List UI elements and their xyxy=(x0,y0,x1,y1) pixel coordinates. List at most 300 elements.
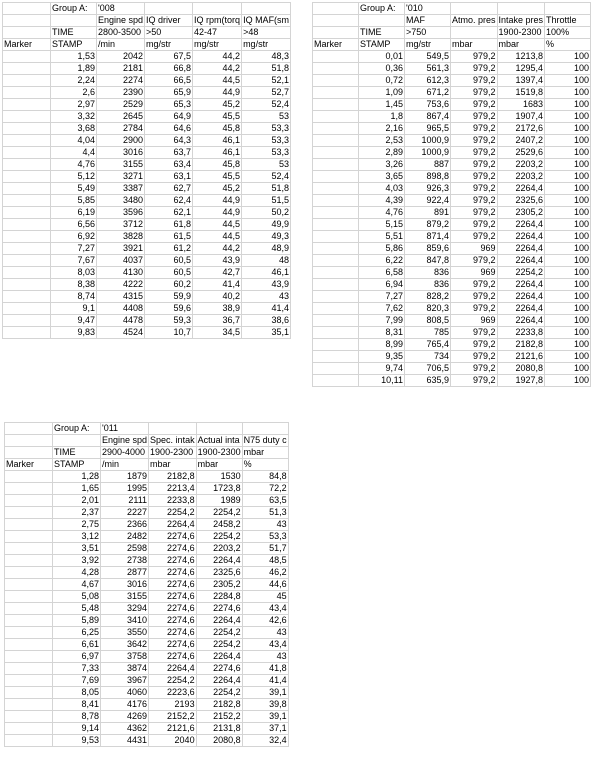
table-cell[interactable]: 2080,8 xyxy=(196,735,242,747)
table-cell[interactable]: 2,53 xyxy=(359,135,405,147)
table-cell[interactable]: 38,6 xyxy=(242,315,291,327)
table-cell[interactable]: 66,8 xyxy=(145,63,193,75)
table-cell[interactable]: 3550 xyxy=(101,627,149,639)
header-cell[interactable]: 2800-3500 xyxy=(97,27,145,39)
table-cell[interactable]: 53,3 xyxy=(242,135,291,147)
table-cell[interactable]: 979,2 xyxy=(451,351,498,363)
table-cell[interactable]: 2264,4 xyxy=(497,243,545,255)
table-cell[interactable]: 6,22 xyxy=(359,255,405,267)
table-cell[interactable]: 2254,2 xyxy=(196,687,242,699)
table-cell[interactable]: 65,9 xyxy=(145,87,193,99)
table-cell[interactable] xyxy=(5,687,53,699)
table-cell[interactable]: 979,2 xyxy=(451,375,498,387)
table-cell[interactable]: 979,2 xyxy=(451,291,498,303)
header-cell[interactable]: mg/str xyxy=(145,39,193,51)
table-cell[interactable]: 6,25 xyxy=(53,627,101,639)
table-cell[interactable]: 4315 xyxy=(97,291,145,303)
table-cell[interactable]: 3410 xyxy=(101,615,149,627)
header-cell[interactable]: mbar xyxy=(149,459,197,471)
table-cell[interactable]: 765,4 xyxy=(405,339,451,351)
header-cell[interactable] xyxy=(313,15,359,27)
table-cell[interactable]: 44,9 xyxy=(193,207,242,219)
table-cell[interactable]: 2111 xyxy=(101,495,149,507)
table-cell[interactable]: 2784 xyxy=(97,123,145,135)
table-cell[interactable]: 4,39 xyxy=(359,195,405,207)
table-cell[interactable] xyxy=(5,495,53,507)
table-cell[interactable]: 3,32 xyxy=(51,111,97,123)
table-cell[interactable]: 3642 xyxy=(101,639,149,651)
table-cell[interactable] xyxy=(3,147,51,159)
table-cell[interactable]: 5,86 xyxy=(359,243,405,255)
table-cell[interactable]: 4,4 xyxy=(51,147,97,159)
table-cell[interactable]: 41,4 xyxy=(242,675,288,687)
header-cell[interactable] xyxy=(193,3,242,15)
table-cell[interactable]: 44,2 xyxy=(193,243,242,255)
table-cell[interactable]: 2274,6 xyxy=(149,639,197,651)
table-cell[interactable]: 8,38 xyxy=(51,279,97,291)
table-cell[interactable] xyxy=(313,63,359,75)
table-cell[interactable] xyxy=(3,195,51,207)
table-cell[interactable] xyxy=(313,123,359,135)
table-cell[interactable] xyxy=(3,255,51,267)
table-cell[interactable] xyxy=(3,303,51,315)
table-cell[interactable]: 51,8 xyxy=(242,183,291,195)
table-cell[interactable]: 100 xyxy=(545,231,591,243)
table-cell[interactable]: 1,53 xyxy=(51,51,97,63)
table-cell[interactable]: 2131,8 xyxy=(196,723,242,735)
table-cell[interactable]: 59,6 xyxy=(145,303,193,315)
table-cell[interactable]: 100 xyxy=(545,279,591,291)
table-cell[interactable]: 867,4 xyxy=(405,111,451,123)
table-cell[interactable]: 50,2 xyxy=(242,207,291,219)
table-cell[interactable]: 2264,4 xyxy=(497,315,545,327)
table-cell[interactable]: 969 xyxy=(451,243,498,255)
table-cell[interactable]: 2121,6 xyxy=(149,723,197,735)
table-cell[interactable]: 2274,6 xyxy=(149,531,197,543)
header-cell[interactable]: TIME xyxy=(53,447,101,459)
table-cell[interactable] xyxy=(5,543,53,555)
table-cell[interactable]: 922,4 xyxy=(405,195,451,207)
table-cell[interactable]: 6,58 xyxy=(359,267,405,279)
table-cell[interactable]: 51,8 xyxy=(242,63,291,75)
table-cell[interactable] xyxy=(3,171,51,183)
table-cell[interactable]: 46,1 xyxy=(193,135,242,147)
table-cell[interactable] xyxy=(5,675,53,687)
table-cell[interactable]: 4362 xyxy=(101,723,149,735)
table-cell[interactable]: 2,97 xyxy=(51,99,97,111)
table-cell[interactable] xyxy=(5,699,53,711)
header-cell[interactable]: IQ MAF(sm xyxy=(243,15,290,25)
table-cell[interactable]: 59,3 xyxy=(145,315,193,327)
table-cell[interactable]: 49,3 xyxy=(242,231,291,243)
table-cell[interactable]: 7,27 xyxy=(51,243,97,255)
table-cell[interactable]: 100 xyxy=(545,303,591,315)
table-cell[interactable]: 1000,9 xyxy=(405,135,451,147)
table-cell[interactable]: 2264,4 xyxy=(196,675,242,687)
table-cell[interactable]: 100 xyxy=(545,99,591,111)
table-cell[interactable]: 979,2 xyxy=(451,207,498,219)
table-cell[interactable]: 635,9 xyxy=(405,375,451,387)
table-cell[interactable]: 3387 xyxy=(97,183,145,195)
table-cell[interactable]: 2,37 xyxy=(53,507,101,519)
table-cell[interactable]: 2274 xyxy=(97,75,145,87)
table-cell[interactable]: 2172,6 xyxy=(497,123,545,135)
table-cell[interactable]: 100 xyxy=(545,147,591,159)
table-cell[interactable]: 979,2 xyxy=(451,195,498,207)
table-cell[interactable]: 979,2 xyxy=(451,219,498,231)
table-cell[interactable]: 44,2 xyxy=(193,63,242,75)
table-cell[interactable]: 51,3 xyxy=(242,507,288,519)
table-cell[interactable]: 2274,6 xyxy=(196,663,242,675)
header-cell[interactable] xyxy=(545,3,591,15)
table-cell[interactable]: 1213,8 xyxy=(497,51,545,63)
table-cell[interactable]: 40,2 xyxy=(193,291,242,303)
table-cell[interactable]: 1000,9 xyxy=(405,147,451,159)
table-cell[interactable]: 3,51 xyxy=(53,543,101,555)
table-cell[interactable] xyxy=(3,99,51,111)
table-cell[interactable]: 100 xyxy=(545,339,591,351)
table-cell[interactable]: 2193 xyxy=(149,699,197,711)
table-cell[interactable]: 52,1 xyxy=(242,75,291,87)
table-cell[interactable]: 4431 xyxy=(101,735,149,747)
table-cell[interactable]: 2040 xyxy=(149,735,197,747)
header-cell[interactable] xyxy=(3,15,51,27)
table-cell[interactable]: 3596 xyxy=(97,207,145,219)
header-cell[interactable] xyxy=(3,3,51,15)
table-cell[interactable] xyxy=(313,159,359,171)
header-cell[interactable] xyxy=(497,3,545,15)
header-cell[interactable]: IQ driver xyxy=(145,15,193,27)
table-cell[interactable] xyxy=(313,255,359,267)
table-cell[interactable]: 2254,2 xyxy=(149,507,197,519)
table-cell[interactable]: 62,7 xyxy=(145,183,193,195)
table-cell[interactable]: 44,5 xyxy=(193,75,242,87)
table-cell[interactable]: 53,3 xyxy=(242,147,291,159)
table-cell[interactable] xyxy=(5,591,53,603)
table-cell[interactable]: 37,1 xyxy=(242,723,288,735)
table-cell[interactable] xyxy=(3,87,51,99)
table-cell[interactable]: 1,65 xyxy=(53,483,101,495)
table-cell[interactable]: 4222 xyxy=(97,279,145,291)
table-cell[interactable]: 44,2 xyxy=(193,51,242,63)
table-cell[interactable]: 10,7 xyxy=(145,327,193,339)
table-cell[interactable]: 5,51 xyxy=(359,231,405,243)
table-cell[interactable]: 5,12 xyxy=(51,171,97,183)
table-cell[interactable]: 45,8 xyxy=(193,123,242,135)
table-cell[interactable]: 2738 xyxy=(101,555,149,567)
table-cell[interactable]: 45,2 xyxy=(193,183,242,195)
header-cell[interactable]: mg/str xyxy=(405,39,451,51)
table-cell[interactable]: 2203,2 xyxy=(497,171,545,183)
table-cell[interactable] xyxy=(313,363,359,375)
table-cell[interactable]: 4060 xyxy=(101,687,149,699)
table-cell[interactable]: 43,9 xyxy=(242,279,291,291)
table-cell[interactable]: 61,5 xyxy=(145,231,193,243)
table-cell[interactable]: 1723,8 xyxy=(196,483,242,495)
table-cell[interactable]: 5,08 xyxy=(53,591,101,603)
table-cell[interactable]: 4408 xyxy=(97,303,145,315)
header-cell[interactable] xyxy=(313,3,359,15)
table-cell[interactable]: 7,69 xyxy=(53,675,101,687)
table-cell[interactable] xyxy=(5,507,53,519)
header-cell[interactable]: Actual inta xyxy=(196,435,242,447)
table-cell[interactable]: 39,8 xyxy=(242,699,288,711)
table-cell[interactable]: 3874 xyxy=(101,663,149,675)
table-cell[interactable]: 100 xyxy=(545,243,591,255)
table-cell[interactable]: 35,1 xyxy=(242,327,291,339)
table-cell[interactable]: 2274,6 xyxy=(149,603,197,615)
table-cell[interactable]: 979,2 xyxy=(451,231,498,243)
table-cell[interactable]: 3271 xyxy=(97,171,145,183)
table-cell[interactable]: 2264,4 xyxy=(149,663,197,675)
table-cell[interactable]: 879,2 xyxy=(405,219,451,231)
table-cell[interactable]: 8,31 xyxy=(359,327,405,339)
table-cell[interactable]: 859,6 xyxy=(405,243,451,255)
table-cell[interactable]: 100 xyxy=(545,159,591,171)
table-cell[interactable]: 2080,8 xyxy=(497,363,545,375)
table-cell[interactable]: 63,1 xyxy=(145,171,193,183)
table-cell[interactable]: 1,28 xyxy=(53,471,101,483)
table-cell[interactable]: 100 xyxy=(545,111,591,123)
table-cell[interactable]: 808,5 xyxy=(405,315,451,327)
table-cell[interactable] xyxy=(3,327,51,339)
table-cell[interactable]: 891 xyxy=(405,207,451,219)
header-cell[interactable] xyxy=(242,423,288,435)
table-cell[interactable]: 100 xyxy=(545,87,591,99)
table-cell[interactable]: 100 xyxy=(545,315,591,327)
table-cell[interactable]: 3828 xyxy=(97,231,145,243)
table-cell[interactable]: 8,99 xyxy=(359,339,405,351)
header-cell[interactable]: 1900-2300 xyxy=(149,447,197,459)
table-cell[interactable]: 979,2 xyxy=(451,135,498,147)
table-cell[interactable]: 965,5 xyxy=(405,123,451,135)
table-cell[interactable]: 1,09 xyxy=(359,87,405,99)
table-cell[interactable]: 100 xyxy=(545,51,591,63)
table-cell[interactable]: 49,9 xyxy=(242,219,291,231)
table-cell[interactable]: 2877 xyxy=(101,567,149,579)
header-cell[interactable]: STAMP xyxy=(51,39,97,51)
table-cell[interactable]: 4130 xyxy=(97,267,145,279)
table-cell[interactable]: 63,4 xyxy=(145,159,193,171)
table-cell[interactable]: 2152,2 xyxy=(149,711,197,723)
table-cell[interactable] xyxy=(313,267,359,279)
table-cell[interactable]: 2274,6 xyxy=(196,603,242,615)
header-cell[interactable] xyxy=(5,447,53,459)
header-cell[interactable]: Group A: xyxy=(53,423,101,435)
header-cell[interactable]: /min xyxy=(101,459,149,471)
table-cell[interactable]: 612,3 xyxy=(405,75,451,87)
table-cell[interactable] xyxy=(313,351,359,363)
table-cell[interactable]: 820,3 xyxy=(405,303,451,315)
table-cell[interactable]: 2274,6 xyxy=(149,591,197,603)
table-cell[interactable]: 2264,4 xyxy=(196,615,242,627)
table-cell[interactable]: 53 xyxy=(242,111,291,123)
table-cell[interactable]: 2305,2 xyxy=(497,207,545,219)
table-cell[interactable]: 48,5 xyxy=(242,555,288,567)
table-cell[interactable]: 3155 xyxy=(97,159,145,171)
table-cell[interactable]: 43,4 xyxy=(242,603,288,615)
table-cell[interactable] xyxy=(313,111,359,123)
table-cell[interactable]: 43 xyxy=(242,651,288,663)
table-cell[interactable]: 100 xyxy=(545,135,591,147)
table-cell[interactable]: 2254,2 xyxy=(149,675,197,687)
table-cell[interactable] xyxy=(313,291,359,303)
header-cell[interactable]: Engine spd xyxy=(102,435,148,445)
header-cell[interactable]: >48 xyxy=(242,27,291,39)
table-cell[interactable]: 100 xyxy=(545,351,591,363)
table-cell[interactable]: 66,5 xyxy=(145,75,193,87)
table-cell[interactable] xyxy=(3,159,51,171)
table-cell[interactable] xyxy=(5,555,53,567)
table-cell[interactable]: 2390 xyxy=(97,87,145,99)
header-cell[interactable]: >750 xyxy=(405,27,451,39)
header-cell[interactable]: Engine spd xyxy=(98,15,144,25)
table-cell[interactable]: 2645 xyxy=(97,111,145,123)
table-cell[interactable]: 100 xyxy=(545,63,591,75)
table-cell[interactable]: 100 xyxy=(545,171,591,183)
table-cell[interactable]: 44,5 xyxy=(193,219,242,231)
header-cell[interactable] xyxy=(5,423,53,435)
table-cell[interactable]: 0,72 xyxy=(359,75,405,87)
table-cell[interactable]: 3921 xyxy=(97,243,145,255)
table-cell[interactable]: 44,9 xyxy=(193,87,242,99)
header-cell[interactable]: TIME xyxy=(51,27,97,39)
table-cell[interactable]: 51,7 xyxy=(242,543,288,555)
header-cell[interactable]: '010 xyxy=(405,3,451,15)
table-cell[interactable] xyxy=(3,267,51,279)
table-cell[interactable] xyxy=(3,279,51,291)
table-cell[interactable] xyxy=(313,327,359,339)
table-cell[interactable]: 2213,4 xyxy=(149,483,197,495)
header-cell[interactable]: 1900-2300 xyxy=(497,27,545,39)
table-cell[interactable]: 3,92 xyxy=(53,555,101,567)
table-cell[interactable]: 979,2 xyxy=(451,87,498,99)
table-cell[interactable]: 67,5 xyxy=(145,51,193,63)
table-cell[interactable]: 3,26 xyxy=(359,159,405,171)
table-cell[interactable] xyxy=(313,135,359,147)
header-cell[interactable] xyxy=(359,15,405,27)
table-cell[interactable]: 9,83 xyxy=(51,327,97,339)
table-cell[interactable]: 3967 xyxy=(101,675,149,687)
table-cell[interactable]: 6,61 xyxy=(53,639,101,651)
header-cell[interactable]: Marker xyxy=(313,39,359,51)
header-cell[interactable] xyxy=(196,423,242,435)
table-cell[interactable]: 1295,4 xyxy=(497,63,545,75)
table-cell[interactable]: 2,24 xyxy=(51,75,97,87)
header-cell[interactable]: IQ rpm(torq xyxy=(194,15,241,25)
table-cell[interactable]: 706,5 xyxy=(405,363,451,375)
table-cell[interactable]: 2203,2 xyxy=(497,159,545,171)
table-cell[interactable]: 42,6 xyxy=(242,615,288,627)
table-cell[interactable]: 4,04 xyxy=(51,135,97,147)
table-cell[interactable]: 3016 xyxy=(97,147,145,159)
table-cell[interactable]: 4037 xyxy=(97,255,145,267)
table-cell[interactable]: 46,1 xyxy=(242,267,291,279)
table-cell[interactable] xyxy=(313,303,359,315)
header-cell[interactable]: >50 xyxy=(145,27,193,39)
table-cell[interactable] xyxy=(5,603,53,615)
table-cell[interactable]: 2529,6 xyxy=(497,147,545,159)
table-cell[interactable] xyxy=(313,51,359,63)
header-cell[interactable]: N75 duty c xyxy=(243,435,287,445)
table-cell[interactable]: 3712 xyxy=(97,219,145,231)
table-cell[interactable]: 39,1 xyxy=(242,711,288,723)
table-cell[interactable]: 9,47 xyxy=(51,315,97,327)
table-cell[interactable] xyxy=(313,243,359,255)
table-cell[interactable]: 2264,4 xyxy=(497,219,545,231)
table-cell[interactable]: 2,6 xyxy=(51,87,97,99)
table-cell[interactable]: 969 xyxy=(451,315,498,327)
table-cell[interactable]: 45 xyxy=(242,591,288,603)
table-cell[interactable]: 979,2 xyxy=(451,303,498,315)
table-cell[interactable] xyxy=(3,291,51,303)
table-cell[interactable]: 48,9 xyxy=(242,243,291,255)
table-cell[interactable]: 969 xyxy=(451,267,498,279)
table-cell[interactable]: 8,05 xyxy=(53,687,101,699)
table-cell[interactable]: 2264,4 xyxy=(497,303,545,315)
header-cell[interactable]: STAMP xyxy=(359,39,405,51)
table-cell[interactable]: 6,56 xyxy=(51,219,97,231)
table-cell[interactable]: 1927,8 xyxy=(497,375,545,387)
table-cell[interactable] xyxy=(5,735,53,747)
table-cell[interactable]: 48 xyxy=(242,255,291,267)
table-cell[interactable]: 72,2 xyxy=(242,483,288,495)
table-cell[interactable]: 979,2 xyxy=(451,111,498,123)
table-cell[interactable]: 2274,6 xyxy=(149,543,197,555)
table-cell[interactable]: 100 xyxy=(545,219,591,231)
table-cell[interactable]: 0,01 xyxy=(359,51,405,63)
table-cell[interactable] xyxy=(313,99,359,111)
table-cell[interactable] xyxy=(313,147,359,159)
table-cell[interactable] xyxy=(5,471,53,483)
table-cell[interactable]: 1989 xyxy=(196,495,242,507)
table-cell[interactable]: 926,3 xyxy=(405,183,451,195)
table-cell[interactable]: 2274,6 xyxy=(149,651,197,663)
table-cell[interactable]: 62,4 xyxy=(145,195,193,207)
table-cell[interactable]: 979,2 xyxy=(451,339,498,351)
table-cell[interactable]: 9,1 xyxy=(51,303,97,315)
table-cell[interactable]: 9,14 xyxy=(53,723,101,735)
table-cell[interactable]: 979,2 xyxy=(451,171,498,183)
table-cell[interactable]: 2,16 xyxy=(359,123,405,135)
table-cell[interactable] xyxy=(313,171,359,183)
table-cell[interactable]: 44,5 xyxy=(193,231,242,243)
table-cell[interactable] xyxy=(3,51,51,63)
table-cell[interactable]: 4478 xyxy=(97,315,145,327)
table-cell[interactable]: 41,4 xyxy=(242,303,291,315)
table-cell[interactable]: 100 xyxy=(545,75,591,87)
table-cell[interactable]: 6,19 xyxy=(51,207,97,219)
table-cell[interactable] xyxy=(5,639,53,651)
table-cell[interactable] xyxy=(3,123,51,135)
table-cell[interactable]: 8,78 xyxy=(53,711,101,723)
table-cell[interactable]: 9,35 xyxy=(359,351,405,363)
table-cell[interactable]: 2305,2 xyxy=(196,579,242,591)
table-cell[interactable]: 45,5 xyxy=(193,111,242,123)
table-cell[interactable]: 43 xyxy=(242,627,288,639)
table-cell[interactable]: 561,3 xyxy=(405,63,451,75)
table-cell[interactable]: 979,2 xyxy=(451,63,498,75)
table-cell[interactable]: 59,9 xyxy=(145,291,193,303)
table-cell[interactable]: 2598 xyxy=(101,543,149,555)
table-cell[interactable]: 2227 xyxy=(101,507,149,519)
table-cell[interactable]: 5,85 xyxy=(51,195,97,207)
table-cell[interactable]: 60,2 xyxy=(145,279,193,291)
table-cell[interactable] xyxy=(3,231,51,243)
table-cell[interactable]: 2274,6 xyxy=(149,579,197,591)
table-cell[interactable]: 2182,8 xyxy=(497,339,545,351)
table-cell[interactable] xyxy=(313,231,359,243)
